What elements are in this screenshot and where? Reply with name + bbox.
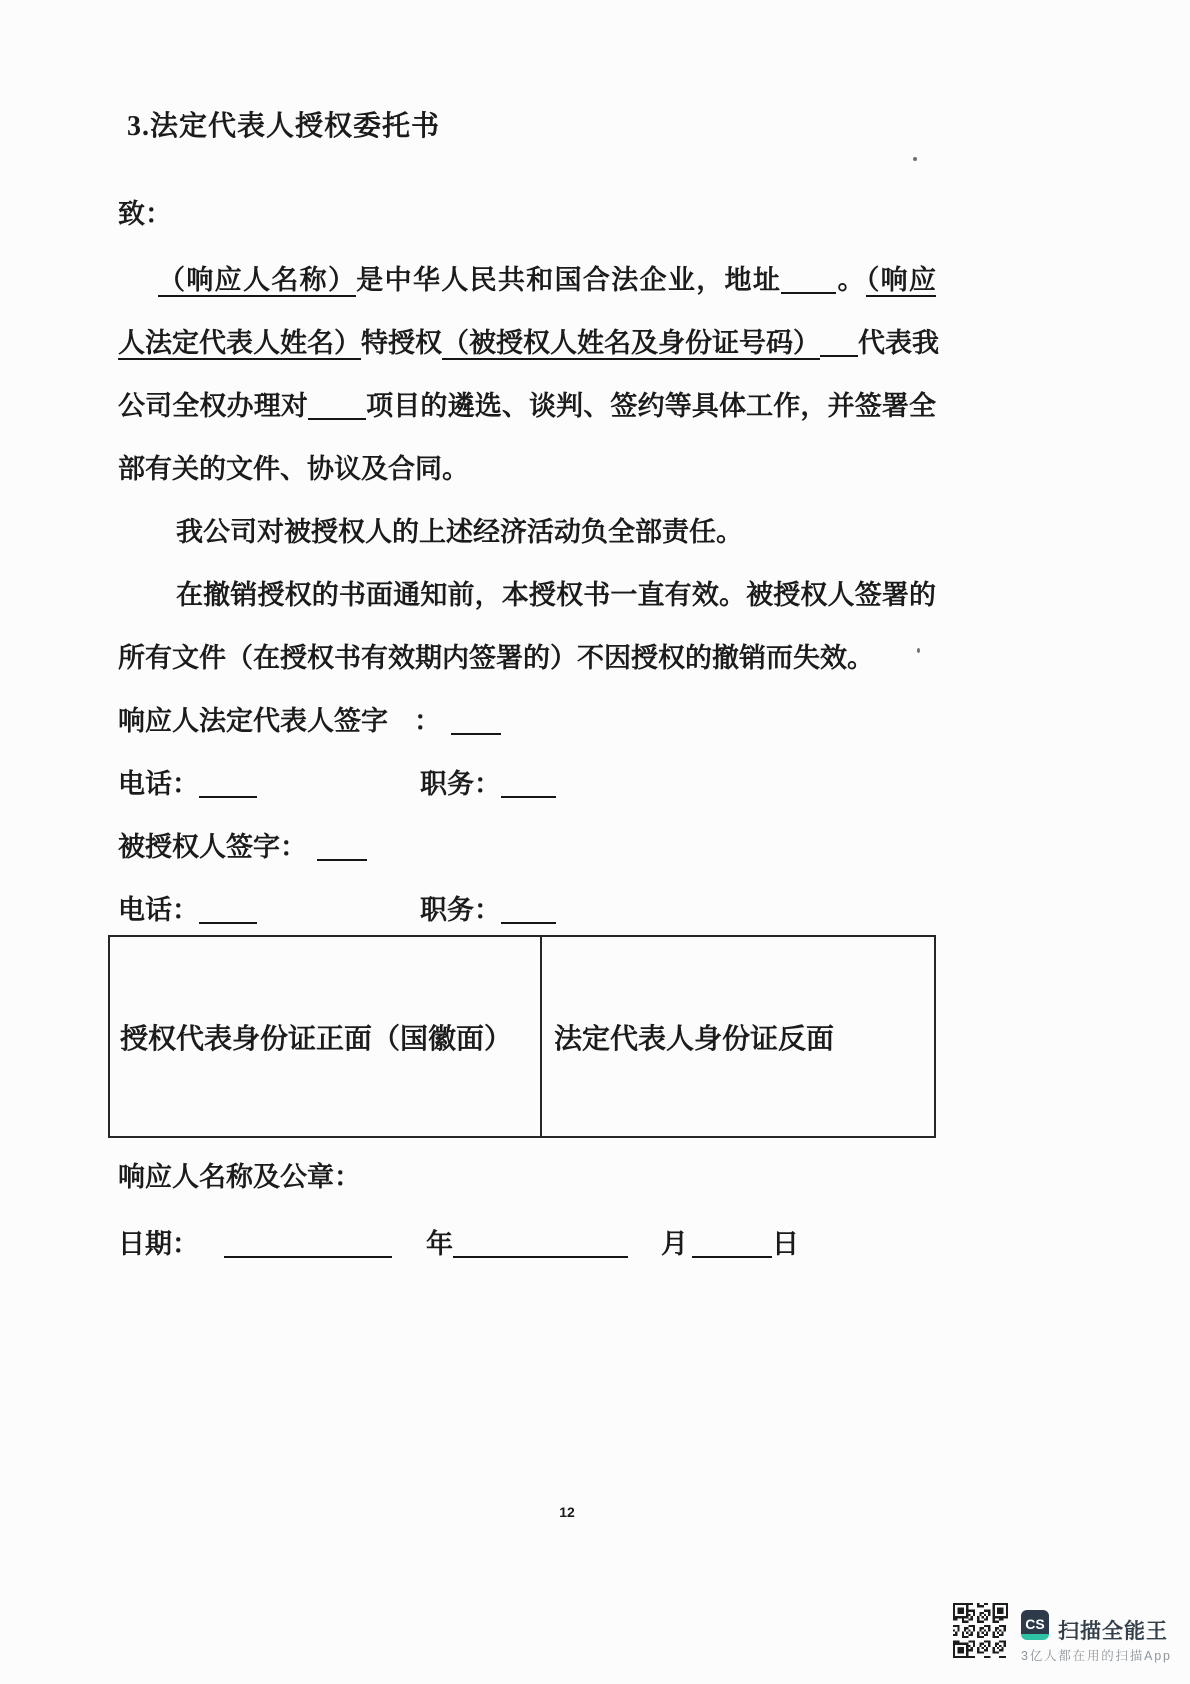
- paragraph-line-2: [118, 312, 939, 375]
- paragraph-line-7: [118, 627, 936, 690]
- id-photo-table: [108, 935, 936, 1138]
- paragraph-line-1: [118, 249, 936, 312]
- body-text: 特授权: [361, 328, 442, 358]
- signature-blank-line: [451, 733, 501, 735]
- month-blank-line: [692, 1256, 772, 1258]
- duty-group: [420, 879, 556, 942]
- duty-blank-line: [501, 796, 556, 798]
- authorized-signature-label: 被授权人签字：: [118, 832, 307, 862]
- body-text: 项目的遴选、谈判、签约等具体工作，并签署全: [366, 391, 936, 421]
- id-back-label: 法定代表人身份证反面: [554, 1023, 835, 1055]
- body-text: 。: [836, 265, 866, 295]
- document-title: 3.法定代表人授权委托书: [127, 111, 441, 142]
- page-number: 12: [559, 1504, 575, 1520]
- duty-label: 职务：: [420, 769, 501, 799]
- underlined-respondent-name: （响应人名称）: [158, 265, 357, 295]
- legal-rep-signature-label: 响应人法定代表人签字: [118, 706, 388, 736]
- legal-rep-contact-row: [118, 753, 936, 816]
- body-text: 是中华人民共和国合法企业，地址: [356, 265, 782, 295]
- app-name: 扫描全能王: [1058, 1620, 1168, 1643]
- underlined-text: （响应: [865, 265, 937, 295]
- year-blank-line: [453, 1256, 628, 1258]
- paragraph-line-6: [118, 564, 936, 627]
- day-label: 日: [772, 1229, 799, 1259]
- authorized-signature-row: [118, 816, 936, 879]
- underlined-legal-rep-name: 人法定代表人姓名）: [118, 328, 361, 358]
- document-body: [118, 249, 939, 942]
- paragraph-line-3: [118, 375, 936, 438]
- camscanner-logo-icon: [1021, 1610, 1049, 1640]
- underlined-authorized-person: （被授权人姓名及身份证号码）: [442, 328, 820, 358]
- signature-blank-line: [317, 859, 367, 861]
- app-tagline: 3亿人都在用的扫描App: [1021, 1649, 1172, 1663]
- paragraph-line-5: [118, 501, 936, 564]
- phone-label: 电话：: [118, 895, 199, 925]
- company-seal-label: 响应人名称及公章：: [118, 1162, 361, 1192]
- duty-blank-line: [501, 922, 556, 924]
- date-label: 日期：: [118, 1229, 199, 1259]
- salutation: 致：: [118, 199, 172, 229]
- date-row: [118, 1222, 799, 1261]
- scan-speck: [913, 157, 917, 161]
- date-blank-line: [224, 1256, 392, 1258]
- body-text: 公司全权办理对: [118, 391, 308, 421]
- duty-group: [420, 753, 556, 816]
- scan-speck: [917, 648, 920, 653]
- phone-label: 电话：: [118, 769, 199, 799]
- logo-text: CS: [1025, 1615, 1045, 1632]
- camscanner-watermark: [953, 1603, 1183, 1663]
- qr-code-icon: [953, 1603, 1008, 1658]
- duty-label: 职务：: [420, 895, 501, 925]
- table-cell-id-back: [542, 937, 934, 1136]
- body-text: 在撤销授权的书面通知前，本授权书一直有效。被授权人签署的: [176, 580, 936, 610]
- authorized-contact-row: [118, 879, 936, 942]
- month-label: 月: [661, 1229, 688, 1259]
- id-front-label: 授权代表身份证正面（国徽面）: [120, 1023, 513, 1055]
- project-blank-line: [308, 418, 366, 420]
- body-text: 代表我: [858, 328, 939, 358]
- legal-rep-signature-row: [118, 690, 936, 753]
- body-text: 所有文件（在授权书有效期内签署的）不因授权的撤销而失效。: [118, 643, 874, 673]
- body-text: 我公司对被授权人的上述经济活动负全部责任。: [176, 517, 743, 547]
- blank-line: [820, 355, 858, 357]
- paragraph-line-4: [118, 438, 936, 501]
- year-label: 年: [426, 1229, 453, 1259]
- table-cell-id-front: [110, 937, 542, 1136]
- colon: ：: [414, 706, 441, 736]
- phone-blank-line: [199, 796, 257, 798]
- address-blank-line: [781, 292, 836, 294]
- phone-blank-line: [199, 922, 257, 924]
- body-text: 部有关的文件、协议及合同。: [118, 454, 469, 484]
